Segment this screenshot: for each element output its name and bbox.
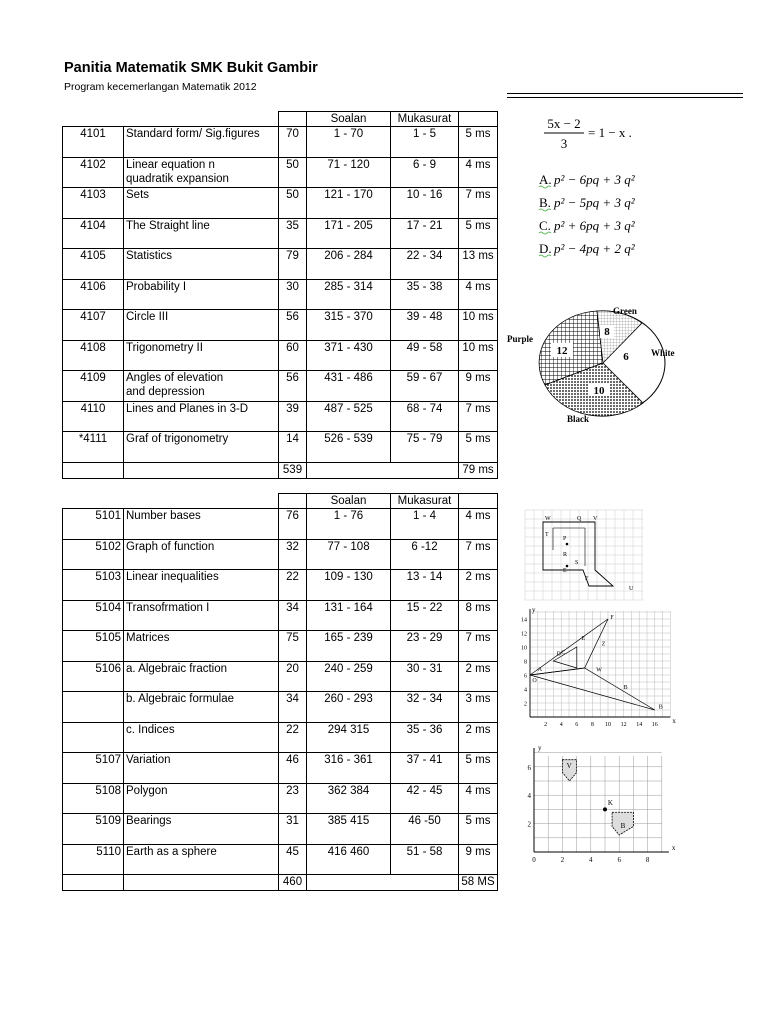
header-rule: [507, 93, 743, 94]
question-range: 285 - 314: [307, 279, 391, 310]
topic-name: [124, 432, 279, 463]
question-range: 171 - 205: [307, 218, 391, 249]
x-tick-label: 16: [651, 722, 658, 728]
page-range: 75 - 79: [391, 432, 459, 463]
page-range: 1 - 4: [391, 509, 459, 540]
graph-point-label: F: [610, 615, 614, 621]
ms-count: 5 ms: [459, 753, 498, 784]
point-dot: [566, 543, 569, 546]
question-count: 34: [279, 600, 307, 631]
option-expression: p² − 5pq + 3 q²: [554, 195, 635, 210]
ms-count: 7 ms: [459, 188, 498, 219]
topic-code: 5103: [63, 570, 124, 601]
table-row: [63, 401, 498, 432]
option-label: C.: [539, 218, 551, 233]
page-range: 59 - 67: [391, 371, 459, 402]
grid-point-label: K: [607, 799, 613, 808]
x-axis-label: x: [672, 717, 676, 725]
table-row: [63, 509, 498, 540]
sheet-label: F: [585, 576, 589, 582]
question-range: 294 315: [307, 722, 391, 753]
ms-count: 5 ms: [459, 127, 498, 158]
sheet-label: V: [593, 516, 598, 522]
page-range: 32 - 34: [391, 692, 459, 723]
question-count: 20: [279, 661, 307, 692]
table-row: [63, 539, 498, 570]
page-range: 46 -50: [391, 814, 459, 845]
graph-point-label: Z: [601, 641, 606, 648]
topic-line: Standard form/ Sig.figures: [126, 128, 260, 140]
question-count: 70: [279, 127, 307, 158]
option-label: B.: [539, 195, 551, 210]
table-row: [63, 783, 498, 814]
total-blank: [124, 462, 279, 478]
table-row: [63, 157, 498, 188]
topic-line: The Straight line: [126, 219, 210, 232]
topic-line: Number bases: [126, 510, 201, 522]
equation-rhs: = 1 − x .: [588, 125, 632, 140]
y-tick-label: 2: [527, 820, 531, 829]
page-range: 68 - 74: [391, 401, 459, 432]
question-count: 22: [279, 570, 307, 601]
option-label: D.: [539, 241, 552, 256]
table-row: [63, 279, 498, 310]
y-tick-label: 10: [521, 645, 527, 652]
ms-count: 10 ms: [459, 310, 498, 341]
graph-point-label: C: [561, 650, 566, 656]
topic-code: 5102: [63, 539, 124, 570]
topic-line: c. Indices: [126, 723, 175, 736]
page-range: 13 - 14: [391, 570, 459, 601]
question-count: 22: [279, 722, 307, 753]
topic-code: 4110: [63, 401, 124, 432]
question-range: 371 - 430: [307, 340, 391, 371]
topic-name: [124, 631, 279, 662]
graph-point-label: B: [658, 704, 663, 711]
table-row: [63, 844, 498, 875]
y-axis-label: y: [532, 606, 536, 614]
question-range: 487 - 525: [307, 401, 391, 432]
ms-count: 13 ms: [459, 249, 498, 280]
grid-point-label: V: [566, 762, 572, 771]
x-tick-label: 2: [560, 856, 565, 864]
ms-count: 7 ms: [459, 401, 498, 432]
ms-count: 10 ms: [459, 340, 498, 371]
ms-count: 9 ms: [459, 844, 498, 875]
table-row: [63, 188, 498, 219]
grid-figure: [520, 742, 676, 864]
topic-line: b. Algebraic formulae: [126, 693, 235, 705]
question-range: 121 - 170: [307, 188, 391, 219]
question-count: 60: [279, 340, 307, 371]
table-row: [63, 661, 498, 692]
topic-line: Statistics: [126, 250, 173, 262]
pie-label-purple: Purple: [507, 334, 533, 344]
topic-name: [124, 692, 279, 723]
pie-figure: [505, 303, 685, 428]
header-blank: [63, 112, 124, 127]
table-header-row: [63, 112, 498, 127]
question-range: 71 - 120: [307, 157, 391, 188]
page-range: 1 - 5: [391, 127, 459, 158]
table-row: [63, 722, 498, 753]
question-count: 30: [279, 279, 307, 310]
ms-count: 7 ms: [459, 539, 498, 570]
sheet-label: E: [563, 568, 567, 574]
topic-code: 4105: [63, 249, 124, 280]
table-row: [63, 570, 498, 601]
pie-value-black: 10: [593, 385, 605, 397]
y-axis-label: y: [538, 744, 542, 752]
ms-count: 2 ms: [459, 570, 498, 601]
topic-name: [124, 539, 279, 570]
topic-code: 4107: [63, 310, 124, 341]
page-title: Panitia Matematik SMK Bukit Gambir: [64, 60, 318, 76]
topic-name: [124, 814, 279, 845]
x-tick-label: 14: [636, 722, 643, 728]
topic-name: [124, 340, 279, 371]
page-range: 49 - 58: [391, 340, 459, 371]
topic-name: [124, 722, 279, 753]
topic-name: [124, 783, 279, 814]
question-count: 32: [279, 539, 307, 570]
sheet-label: P: [563, 536, 567, 542]
ms-count: 4 ms: [459, 783, 498, 814]
x-tick-label: 8: [590, 722, 594, 728]
y-tick-label: 12: [521, 631, 527, 638]
topic-name: [124, 249, 279, 280]
graph-point-label: A: [537, 666, 543, 673]
total-blank: [307, 462, 391, 478]
pie-label-green: Green: [613, 306, 637, 316]
question-range: 77 - 108: [307, 539, 391, 570]
topic-code: 5110: [63, 844, 124, 875]
topic-table-form4: [62, 111, 498, 479]
table-row: [63, 814, 498, 845]
graph-point-label: W: [596, 667, 602, 674]
question-count: 50: [279, 157, 307, 188]
graph-point-label: E: [581, 636, 586, 642]
x-tick-label: 2: [544, 722, 548, 728]
x-tick-label: 4: [559, 722, 563, 728]
topic-line: Angles of elevation: [126, 372, 224, 384]
table-row: [63, 340, 498, 371]
topic-name: [124, 157, 279, 188]
question-count: 46: [279, 753, 307, 784]
option-label: A.: [539, 172, 552, 187]
topic-name: [124, 844, 279, 875]
question-range: 131 - 164: [307, 600, 391, 631]
question-range: 1 - 76: [307, 509, 391, 540]
question-range: 316 - 361: [307, 753, 391, 784]
x-tick-label: 6: [575, 722, 579, 728]
ms-count: 5 ms: [459, 814, 498, 845]
total-blank: [307, 875, 391, 891]
total-ms: 58 MS: [459, 875, 498, 891]
topic-name: [124, 753, 279, 784]
ms-count: 4 ms: [459, 279, 498, 310]
table-row: [63, 753, 498, 784]
equation-denominator: 3: [560, 136, 568, 151]
table-total-row: [63, 875, 498, 891]
ms-count: 4 ms: [459, 157, 498, 188]
topic-line: Graph of function: [126, 540, 215, 553]
page-range: 10 - 16: [391, 188, 459, 219]
total-blank: [391, 462, 459, 478]
equation-figure: [540, 113, 650, 153]
topic-code: 4104: [63, 218, 124, 249]
table-total-row: [63, 462, 498, 478]
topic-code: 5108: [63, 783, 124, 814]
question-count: 56: [279, 371, 307, 402]
header-blank: [279, 494, 307, 509]
y-tick-label: 14: [521, 617, 527, 624]
topic-code: *4111: [63, 432, 124, 463]
page-subtitle: Program kecemerlangan Matematik 2012: [64, 81, 257, 93]
ms-count: 3 ms: [459, 692, 498, 723]
topic-code: 5101: [63, 509, 124, 540]
graph-point-label: B: [623, 685, 628, 691]
option-expression: p² − 4pq + 2 q²: [554, 241, 635, 256]
total-blank: [124, 875, 279, 891]
topic-code: 5107: [63, 753, 124, 784]
option-expression: p² + 6pq + 3 q²: [554, 218, 635, 233]
header-blank: [459, 494, 498, 509]
header-soalan: Soalan: [307, 112, 391, 127]
topic-name: [124, 310, 279, 341]
total-count: 460: [279, 875, 307, 891]
sheet-label: T: [545, 532, 549, 538]
topic-code: 5105: [63, 631, 124, 662]
table-row: [63, 371, 498, 402]
topic-name: [124, 600, 279, 631]
page-range: 15 - 22: [391, 600, 459, 631]
sheet-label: R: [563, 552, 568, 558]
question-range: 416 460: [307, 844, 391, 875]
total-ms: 79 ms: [459, 462, 498, 478]
topic-line: quadratik expansion: [126, 172, 229, 185]
sheet-label: U: [629, 586, 634, 592]
ms-count: 2 ms: [459, 661, 498, 692]
question-count: 79: [279, 249, 307, 280]
ms-count: 4 ms: [459, 509, 498, 540]
topic-code: [63, 722, 124, 753]
y-tick-label: 4: [527, 792, 531, 801]
question-count: 14: [279, 432, 307, 463]
question-count: 56: [279, 310, 307, 341]
ms-count: 9 ms: [459, 371, 498, 402]
page-range: 17 - 21: [391, 218, 459, 249]
graph-point-label: O: [532, 678, 537, 684]
question-range: 165 - 239: [307, 631, 391, 662]
topic-name: [124, 661, 279, 692]
question-count: 76: [279, 509, 307, 540]
topic-code: 4103: [63, 188, 124, 219]
point-dot: [566, 565, 569, 568]
topic-code: 4106: [63, 279, 124, 310]
pie-label-white: White: [651, 348, 675, 358]
table-row: [63, 692, 498, 723]
sheet-label: W: [545, 516, 551, 522]
sheet-label: Q: [577, 516, 582, 522]
topic-name: [124, 188, 279, 219]
total-count: 539: [279, 462, 307, 478]
pie-value-purple: 12: [556, 345, 568, 357]
header-blank: [124, 112, 279, 127]
question-range: 315 - 370: [307, 310, 391, 341]
question-count: 35: [279, 218, 307, 249]
topic-code: 4101: [63, 127, 124, 158]
page-range: 6 -12: [391, 539, 459, 570]
table-row: [63, 631, 498, 662]
table-row: [63, 218, 498, 249]
topic-name: [124, 401, 279, 432]
topic-line: Probability I: [126, 280, 187, 293]
topic-line: Lines and Planes in 3-D: [126, 402, 249, 415]
topic-code: 5109: [63, 814, 124, 845]
topic-code: 5104: [63, 600, 124, 631]
topic-line: a. Algebraic fraction: [126, 662, 228, 675]
x-tick-label: 12: [620, 722, 627, 728]
x-tick-label: 10: [605, 722, 611, 728]
topic-name: [124, 279, 279, 310]
ms-count: 2 ms: [459, 722, 498, 753]
ms-count: 5 ms: [459, 432, 498, 463]
topic-line: and depression: [126, 386, 205, 398]
y-tick-label: 6: [527, 763, 531, 772]
page-range: 22 - 34: [391, 249, 459, 280]
x-tick-label: 6: [617, 856, 621, 864]
page-range: 35 - 36: [391, 722, 459, 753]
topic-line: Variation: [126, 754, 171, 766]
total-blank: [63, 875, 124, 891]
question-count: 31: [279, 814, 307, 845]
topic-line: Transofrmation I: [126, 601, 210, 614]
topic-line: Linear inequalities: [126, 571, 219, 583]
question-range: 431 - 486: [307, 371, 391, 402]
ms-count: 5 ms: [459, 218, 498, 249]
pie-value-white: 6: [623, 351, 629, 363]
topic-name: [124, 509, 279, 540]
y-tick-label: 6: [524, 673, 527, 680]
page-range: 51 - 58: [391, 844, 459, 875]
header-blank: [63, 494, 124, 509]
topic-line: Trigonometry II: [126, 341, 203, 354]
table-row: [63, 310, 498, 341]
topic-line: Graf of trigonometry: [126, 433, 229, 445]
grid-point-label: B: [620, 821, 626, 830]
table-row: [63, 432, 498, 463]
equation-numerator: 5x − 2: [547, 116, 581, 131]
question-range: 206 - 284: [307, 249, 391, 280]
header-mukasurat: Mukasurat: [391, 112, 459, 127]
topic-code: [63, 692, 124, 723]
y-tick-label: 2: [524, 701, 527, 708]
y-tick-label: 8: [524, 659, 527, 666]
page-range: 6 - 9: [391, 157, 459, 188]
page-range: 35 - 38: [391, 279, 459, 310]
topic-line: Matrices: [126, 632, 170, 644]
transformation-sheet-figure: [525, 510, 643, 600]
question-count: 23: [279, 783, 307, 814]
topic-line: Sets: [126, 189, 150, 201]
topic-line: Bearings: [126, 815, 172, 827]
question-range: 1 - 70: [307, 127, 391, 158]
topic-line: Linear equation n: [126, 158, 215, 171]
question-range: 526 - 539: [307, 432, 391, 463]
coordinate-graph-figure: [510, 605, 678, 727]
table-row: [63, 600, 498, 631]
topic-name: [124, 570, 279, 601]
header-mukasurat: Mukasurat: [391, 494, 459, 509]
point-k: [603, 807, 607, 811]
option-expression: p² − 6pq + 3 q²: [554, 172, 635, 187]
page-range: 23 - 29: [391, 631, 459, 662]
topic-line: Circle III: [126, 311, 169, 323]
header-blank: [124, 494, 279, 509]
topic-name: [124, 371, 279, 402]
page-range: 39 - 48: [391, 310, 459, 341]
graph-point-label: D: [556, 651, 561, 658]
question-count: 75: [279, 631, 307, 662]
shape-outline: [543, 522, 613, 586]
pie-value-green: 8: [604, 326, 610, 338]
question-count: 34: [279, 692, 307, 723]
question-count: 39: [279, 401, 307, 432]
ms-count: 8 ms: [459, 600, 498, 631]
topic-code: 4109: [63, 371, 124, 402]
table-row: [63, 127, 498, 158]
ms-count: 7 ms: [459, 631, 498, 662]
topic-line: Polygon: [126, 784, 168, 797]
topic-code: 4102: [63, 157, 124, 188]
total-blank: [63, 462, 124, 478]
topic-code: 4108: [63, 340, 124, 371]
table-row: [63, 249, 498, 280]
header-blank: [459, 112, 498, 127]
table-header-row: [63, 494, 498, 509]
question-range: 362 384: [307, 783, 391, 814]
topic-name: [124, 127, 279, 158]
page-range: 37 - 41: [391, 753, 459, 784]
question-range: 240 - 259: [307, 661, 391, 692]
x-axis-label: x: [671, 844, 676, 852]
x-tick-label: 4: [589, 856, 593, 864]
question-count: 45: [279, 844, 307, 875]
header-blank: [279, 112, 307, 127]
header-soalan: Soalan: [307, 494, 391, 509]
x-tick-label: 0: [532, 856, 536, 864]
topic-code: 5106: [63, 661, 124, 692]
y-tick-label: 4: [524, 687, 527, 694]
topic-line: Earth as a sphere: [126, 845, 217, 858]
topic-table-form5: [62, 493, 498, 891]
question-range: 109 - 130: [307, 570, 391, 601]
topic-name: [124, 218, 279, 249]
question-range: 260 - 293: [307, 692, 391, 723]
question-count: 50: [279, 188, 307, 219]
sheet-label: S: [575, 560, 579, 566]
page-range: 42 - 45: [391, 783, 459, 814]
question-range: 385 415: [307, 814, 391, 845]
x-tick-label: 8: [645, 856, 650, 864]
page-range: 30 - 31: [391, 661, 459, 692]
header-rule: [507, 97, 743, 98]
pie-label-black: Black: [567, 414, 590, 424]
total-blank: [391, 875, 459, 891]
answer-options: [538, 170, 668, 262]
